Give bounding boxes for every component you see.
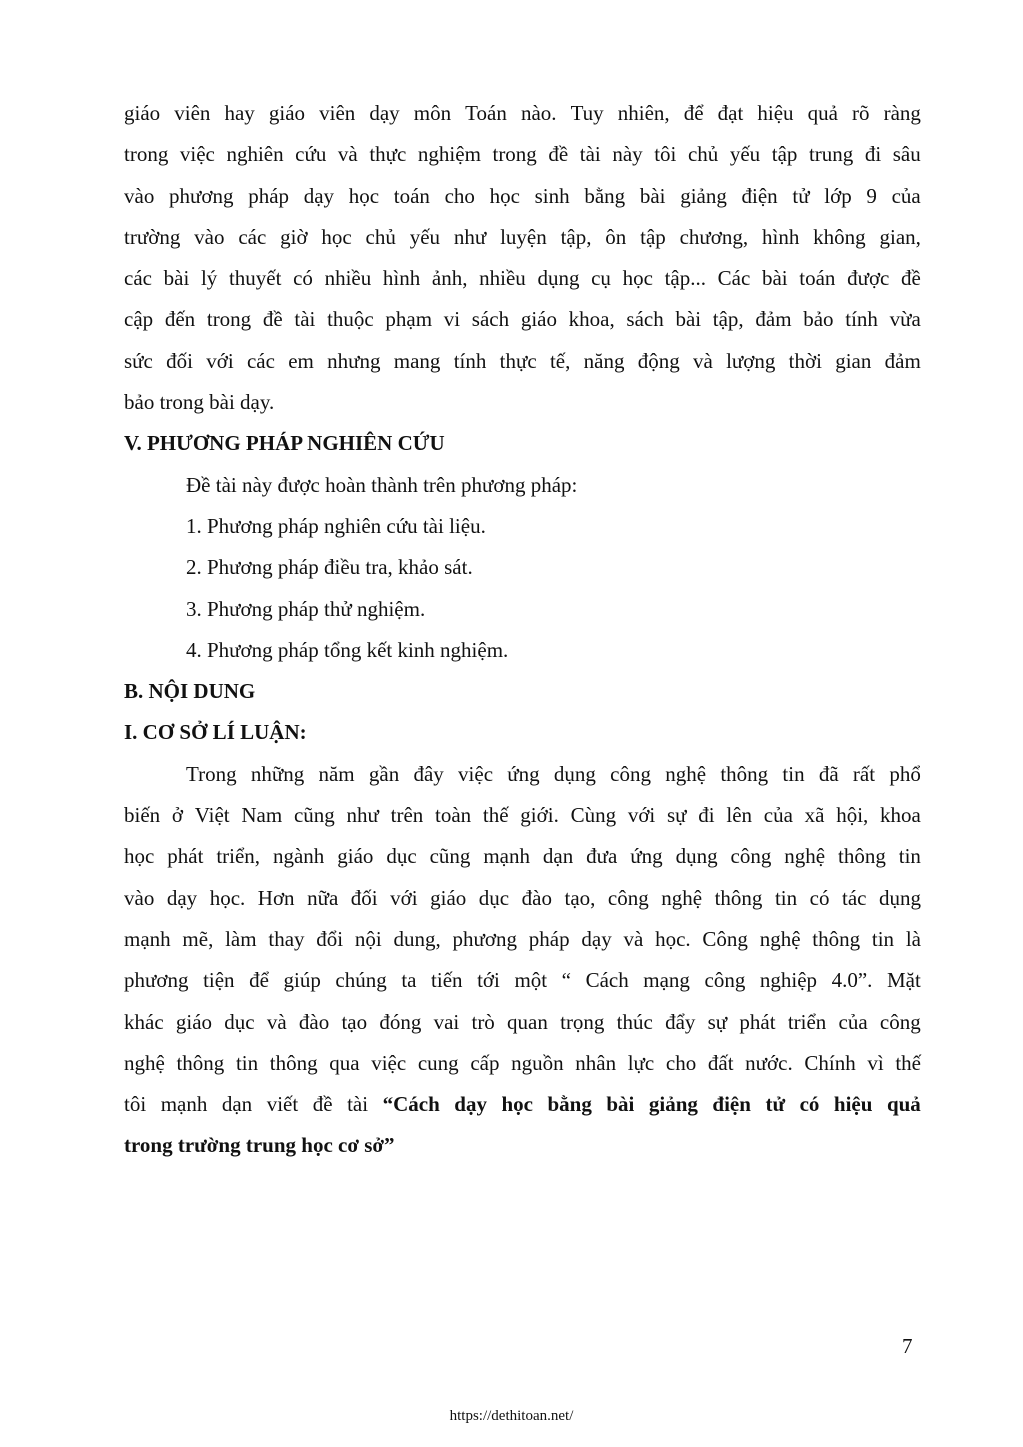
closing-line: tôi mạnh dạn viết đề tài “Cách dạy học bằng bài giảng điện tử có hiệu quả [124,1092,921,1117]
footer-url: https://dethitoan.net/ [449,1408,574,1424]
text-line: nghệ thông tin thông qua việc cung cấp nguồn nhân lực cho đất nước. Chính vì thế [124,1050,921,1075]
text-line: trong việc nghiên cứu và thực nghiệm trong đề tài này tôi chủ yếu tập trung đi sâu [124,142,921,167]
closing-line-last: trong trường trung học cơ sở” [124,1133,395,1158]
method-list [124,506,921,671]
text-line: bảo trong bài dạy. [124,390,275,415]
list-item: 3. Phương pháp thử nghiệm. [186,596,426,621]
list-item: 1. Phương pháp nghiên cứu tài liệu. [186,513,486,538]
text-line: giáo viên hay giáo viên dạy môn Toán nào. Tuy nhiên, để đạt hiệu quả rõ ràng [124,101,921,125]
text-line: biến ở Việt Nam cũng như trên toàn thế giới. Cùng với sự đi lên của xã hội, khoa [124,803,921,828]
list-item: 4. Phương pháp tổng kết kinh nghiệm. [186,637,509,662]
section-b-heading: B. NỘI DUNG [124,679,256,704]
text-line: mạnh mẽ, làm thay đổi nội dung, phương pháp dạy và học. Công nghệ thông tin là [124,926,921,951]
section-i-heading: I. CƠ SỞ LÍ LUẬN: [124,720,307,745]
document-page [124,93,921,1167]
text-line: các bài lý thuyết có nhiều hình ảnh, nhiều dụng cụ học tập... Các bài toán được đề [124,266,921,291]
list-item: 2. Phương pháp điều tra, khảo sát. [186,555,473,580]
theory-paragraph [124,754,921,1084]
text-line: khác giáo dục và đào tạo đóng vai trò quan trọng thúc đẩy sự phát triển của công [124,1009,921,1034]
text-line: vào phương pháp dạy học toán cho học sinh bằng bài giảng điện tử lớp 9 của [124,183,921,208]
section-v-heading: V. PHƯƠNG PHÁP NGHIÊN CỨU [124,431,445,456]
text-line: sức đối với các em nhưng mang tính thực tế, năng động và lượng thời gian đảm [124,348,921,373]
intro-paragraph [124,93,921,423]
text-line: học phát triển, ngành giáo dục cũng mạnh dạn đưa ứng dụng công nghệ thông tin [124,844,921,869]
text-line: Trong những năm gần đây việc ứng dụng công nghệ thông tin đã rất phổ [186,761,921,786]
section-v-lead: Đề tài này được hoàn thành trên phương pháp: [186,472,578,497]
text-line: cập đến trong đề tài thuộc phạm vi sách giáo khoa, sách bài tập, đảm bảo tính vừa [124,307,921,332]
text-line: phương tiện để giúp chúng ta tiến tới một “ Cách mạng công nghiệp 4.0”. Mặt [124,968,921,993]
text-line: trường vào các giờ học chủ yếu như luyện tập, ôn tập chương, hình không gian, [124,224,921,249]
text-line: vào dạy học. Hơn nữa đối với giáo dục đào tạo, công nghệ thông tin có tác dụng [124,885,921,910]
page-number: 7 [902,1334,913,1358]
